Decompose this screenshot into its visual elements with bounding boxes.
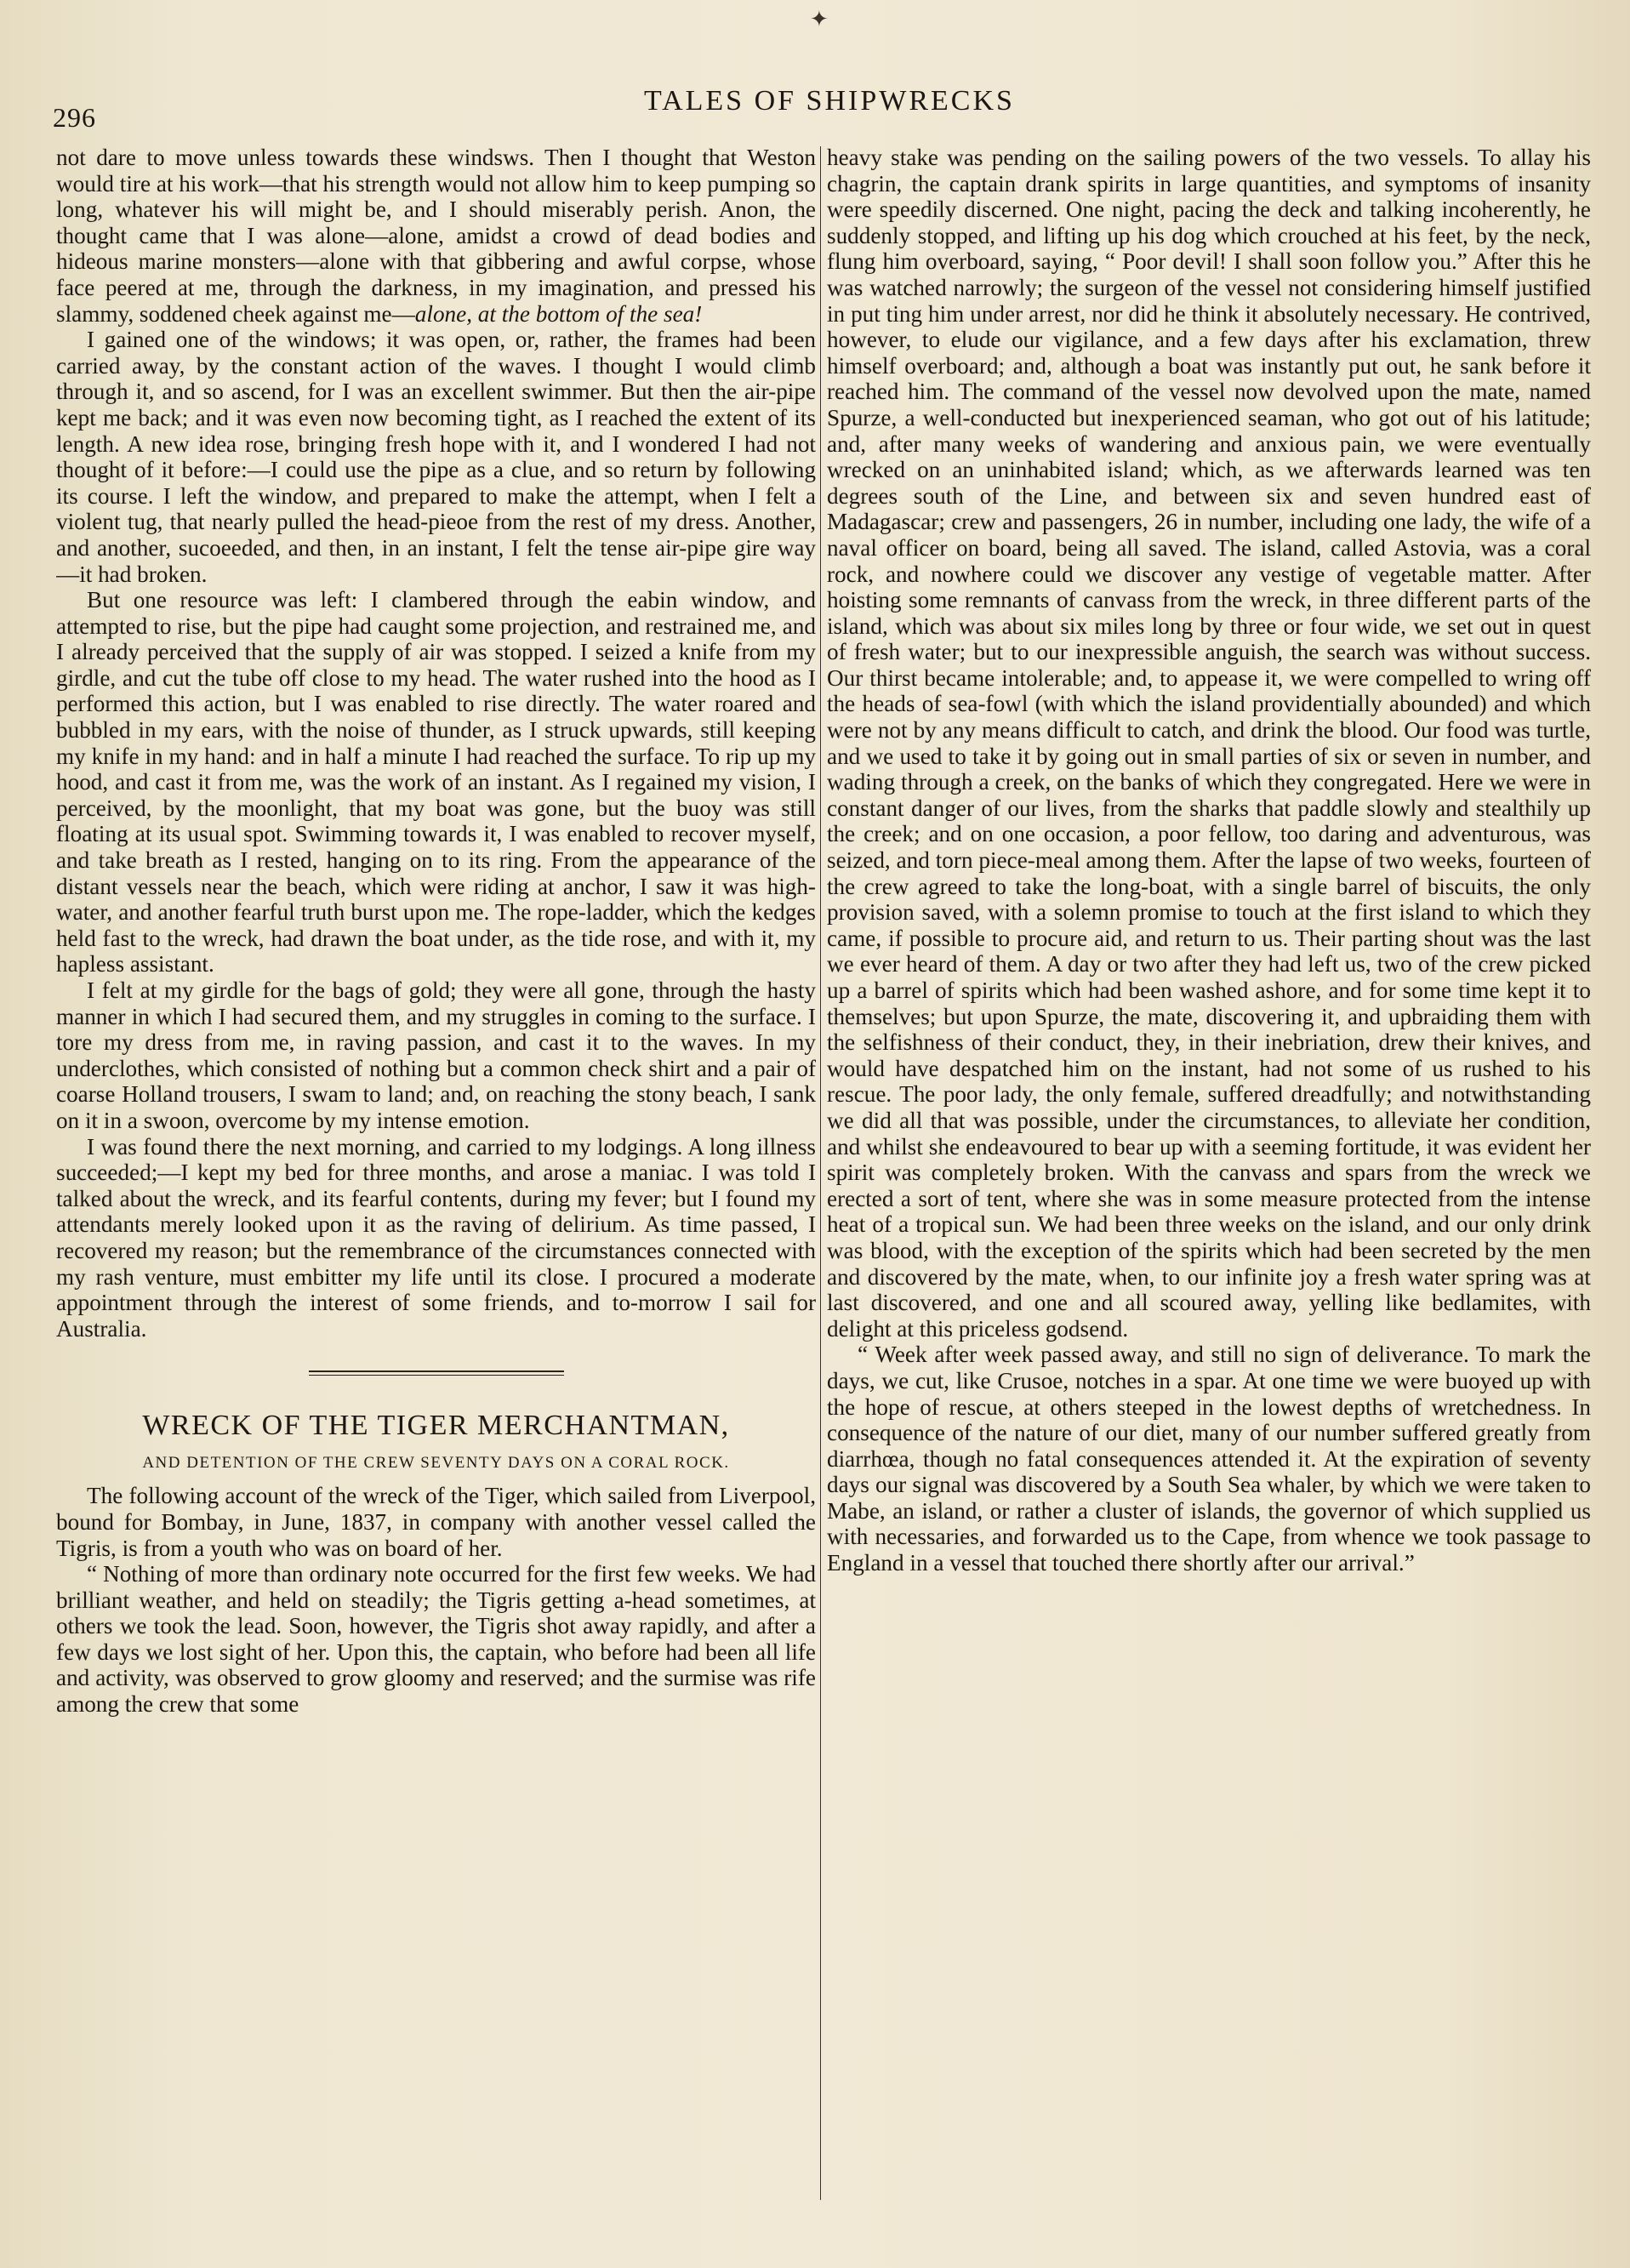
paragraph: not dare to move unless towards these windsws. Then I thought that Weston would tire at his work—that his strength would not allow him to keep pumping so long, whatever his will might be, and I should miserably perish. Anon, the thought came that I was alone—alone, amidst a crowd of dead bodies and hideous marine monsters—alone with that gibbering and awful corpse, whose face peered at me, through the darkness, in my imagination, and pressed his slammy, soddened cheek against me—alone, at the bottom of the sea! (56, 145, 816, 327)
section-separator (309, 1370, 564, 1376)
italic-phrase: alone, at the bottom of the sea! (414, 300, 703, 327)
paragraph: “ Nothing of more than ordinary note occurred for the first few weeks. We had brilliant weather, and held on steadily; the Tigris getting a-head sometimes, at others we took the lead. Soon, however, the Tigris shot away rapidly, and after a few days we lost sight of her. Upon this, the captain, who before had been all life and activity, was observed to grow gloomy and reserved; and the surmise was rife among the crew that some (56, 1561, 816, 1718)
page-number: 296 (53, 102, 96, 133)
paragraph: “ Week after week passed away, and still no sign of deliverance. To mark the days, we cut, like Crusoe, notches in a spar. At one time we were buoyed up with the hope of rescue, at others steeped in the lowest depths of wretchedness. In consequence of the nature of our diet, many of our number suffered greatly from diarrhœa, though no fatal consequences attended it. At the expiration of seventy days our signal was discovered by a South Sea whaler, by which we were taken to Mabe, an island, or rather a cluster of islands, the governor of which supplied us with necessaries, and forwarded us to the Cape, from whence we took passage to England in a vessel that touched there shortly after our arrival.” (827, 1342, 1591, 1576)
paragraph: I was found there the next morning, and carried to my lodgings. A long illness succeeded;—I kept my bed for three months, and arose a maniac. I was told I talked about the wreck, and its fearful contents, during my fever; but I found my attendants merely looked upon it as the raving of delirium. As time passed, I recovered my reason; but the remembrance of the circumstances connected with my rash venture, must embitter my life until its close. I procured a moderate appointment through the interest of some friends, and to-morrow I sail for Australia. (56, 1133, 816, 1342)
paragraph: But one resource was left: I clambered through the eabin window, and attempted to rise, but the pipe had caught some projection, and restrained me, and I already perceived that the supply of air was stopped. I seized a knife from my girdle, and cut the tube off close to my head. The water rushed into the hood as I performed this action, but I was enabled to rise directly. The water roared and bubbled in my ears, with the noise of thunder, as I struck upwards, still keeping my knife in my hand: and in half a minute I had reached the surface. To rip up my hood, and cast it from me, was the work of an instant. As I regained my vision, I perceived, by the moonlight, that my boat was gone, but the buoy was still floating at its usual spot. Swimming towards it, I was enabled to recover myself, and take breath as I rested, hanging on to its ring. From the appearance of the distant vessels near the beach, which were riding at anchor, I saw it was high-water, and another fearful truth burst upon me. The rope-ladder, which the kedges held fast to the wreck, had drawn the boat under, as the tide rose, and with it, my hapless assistant. (56, 587, 816, 977)
page-header (51, 78, 1608, 133)
column-divider (820, 146, 821, 2200)
paragraph: The following account of the wreck of the Tiger, which sailed from Liverpool, bound for Bombay, in June, 1837, in company with another vessel called the Tigris, is from a youth who was on board of her. (56, 1483, 816, 1561)
paragraph: heavy stake was pending on the sailing powers of the two vessels. To allay his chagrin, the captain drank spirits in large quantities, and symptoms of insanity were speedily discerned. One night, pacing the deck and talking incoherently, he suddenly stopped, and lifting up his dog which crouched at his feet, by the neck, flung him overboard, saying, “ Poor devil! I shall soon follow you.” After this he was watched narrowly; the surgeon of the vessel not considering himself justified in put ting him under arrest, nor did he think it absolutely necessary. He contrived, however, to elude our vigilance, and a few days after his exclamation, threw himself overboard; and, although a boat was instantly put out, he sank before it reached him. The command of the vessel now devolved upon the mate, named Spurze, a well-conducted but inexperienced seaman, who got out of his latitude; and, after many weeks of wandering and anxious pain, we were eventually wrecked on an uninhabited island; which, as we afterwards learned was ten degrees south of the Line, and between six and seven hundred east of Madagascar; crew and passengers, 26 in number, including one lady, the wife of a naval officer on board, being all saved. The island, called Astovia, was a coral rock, and nowhere could we discover any vestige of vegetable matter. After hoisting some remnants of canvass from the wreck, in three different parts of the island, which was about six miles long by three or four wide, we set out in quest of fresh water; but to our inexpressible anguish, the search was without success. Our thirst became intolerable; and, to appease it, we were compelled to wring off the heads of sea-fowl (with which the island providentially abounded) and which were not by any means difficult to catch, and drink the blood. Our food was turtle, and we used to take it by going out in small parties of six or seven in number, and wading through a creek, on the banks of which they congregated. Here we were in constant danger of our lives, from the sharks that paddle slowly and stealthily up the creek; and on one occasion, a poor fellow, too daring and adventurous, was seized, and torn piece-meal among them. After the lapse of two weeks, fourteen of the crew agreed to take the long-boat, with a single barrel of biscuits, the only provision saved, with a solemn promise to touch at the first island to which they came, if possible to procure aid, and return to us. Their parting shout was the last we ever heard of them. A day or two after they had left us, two of the crew picked up a barrel of spirits which had been washed ashore, and for some time kept it to themselves; but upon Spurze, the mate, discovering it, and upbraiding them with the selfishness of their conduct, they, in their inebriation, drew their knives, and would have despatched him on the instant, had not some of us rushed to his rescue. The poor lady, the only female, suffered dreadfully; and notwithstanding we did all that was possible, under the circumstances, to alleviate her condition, and whilst she endeavoured to bear up with a seeming fortitude, it was evident her spirit was completely broken. With the canvass and spars from the wreck we erected a sort of tent, where she was in some measure protected from the intense heat of a tropical sun. We had been three weeks on the island, and our only drink was blood, with the exception of the spirits which had been secreted by the men and discovered by the mate, when, to our infinite joy a fresh water spring was at last discovered, and one and all scoured away, yelling like bedlamites, with delight at this priceless godsend. (827, 145, 1591, 1342)
paragraph: I gained one of the windows; it was open, or, rather, the frames had been carried away, by the constant action of the waves. I thought I would climb through it, and so ascend, for I was an excellent swimmer. But then the air-pipe kept me back; and it was even now becoming tight, as I reached the extent of its length. A new idea rose, bringing fresh hope with it, and I wondered I had not thought of it before:—I could use the pipe as a clue, and so return by following its course. I left the window, and prepared to make the attempt, when I felt a violent tug, that nearly pulled the head-pieoe from the rest of my dress. Another, and another, sucoeeded, and then, in an instant, I felt the tense air-pipe gire way—it had broken. (56, 327, 816, 587)
article-title: WRECK OF THE TIGER MERCHANTMAN, (142, 1410, 730, 1442)
left-column (56, 145, 816, 2208)
paragraph: I felt at my girdle for the bags of gold; they were all gone, through the hasty manner in which I had secured them, and my struggles in coming to the surface. I tore my dress from me, in raving passion, and cast it to the waves. In my underclothes, which consisted of nothing but a common check shirt and a pair of coarse Holland trousers, I swam to land; and, on reaching the stony beach, I sank on it in a swoon, overcome by my intense emotion. (56, 977, 816, 1133)
article-subtitle: AND DETENTION OF THE CREW SEVENTY DAYS ON A CORAL ROCK. (142, 1454, 730, 1473)
right-column (827, 145, 1591, 2208)
running-title: TALES OF SHIPWRECKS (644, 85, 1015, 117)
ink-mark: ✦ (810, 7, 829, 31)
